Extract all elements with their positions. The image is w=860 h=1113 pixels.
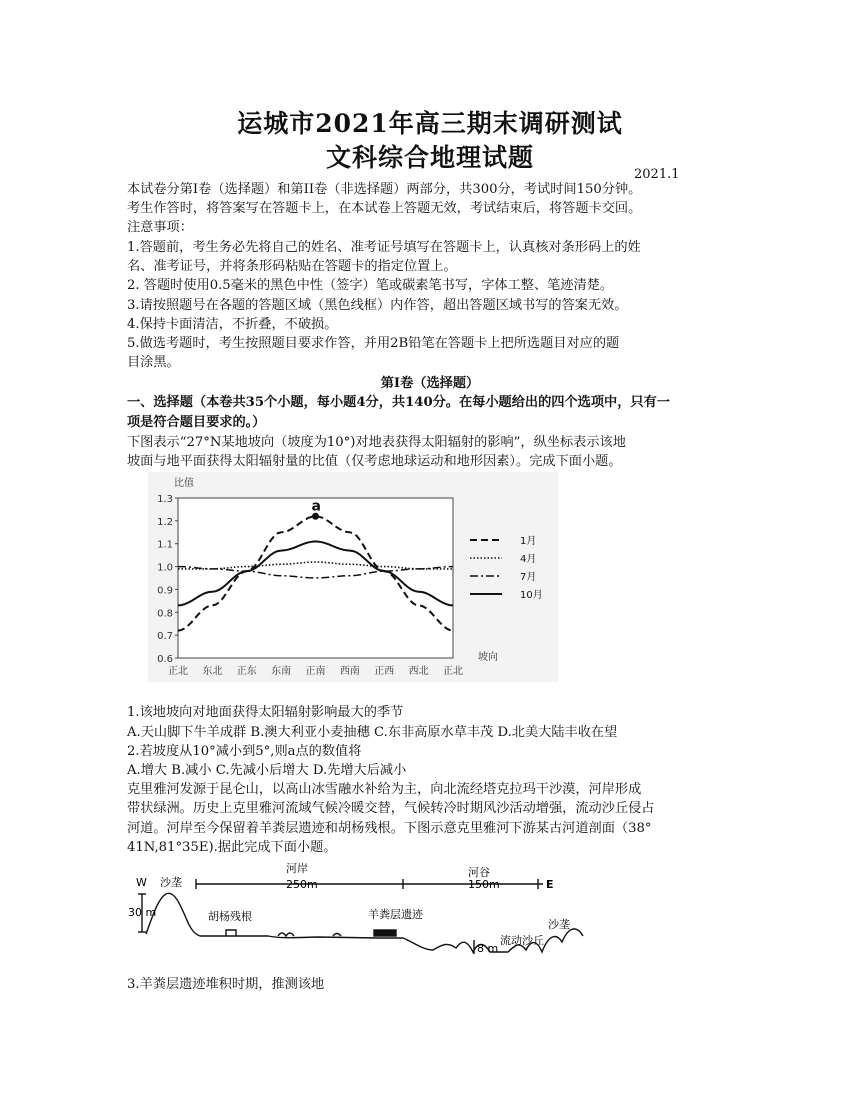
x-tick-label: 正西 <box>374 666 395 677</box>
y-axis-label: 比值 <box>174 478 194 489</box>
y-tick-label: 0.8 <box>157 608 173 620</box>
question-stem: 41N,81°35E).据此完成下面小题。 <box>127 840 337 855</box>
roots-symbol <box>226 930 236 936</box>
question-2: 2.若坡度从10°减小到5°,则a点的数值将 <box>127 744 362 759</box>
y-tick-label: 1.1 <box>157 539 173 551</box>
height-label: 30 m <box>128 906 157 919</box>
plot-area <box>178 498 453 658</box>
x-tick-label: 正北 <box>443 666 463 677</box>
section-heading: 一、选择题（本卷共35个小题，每小题4分，共140分。在每小题给出的四个选项中，只有一 <box>127 395 670 410</box>
x-tick-label: 西南 <box>339 666 360 677</box>
y-tick-label: 0.7 <box>157 631 173 643</box>
question-stem: 下图表示“27°N某地坡向（坡度为10°)对地表获得太阳辐射的影响”，纵坐标表示该地 <box>127 435 626 450</box>
intro-line: 5.做选考题时，考生按照题目要求作答，并用2B铅笔在答题卡上把所选题目对应的题 <box>127 336 620 351</box>
y-tick-label: 0.9 <box>157 585 173 597</box>
point-a-label: a <box>311 498 321 515</box>
question-stem: 克里雅河发源于昆仑山，以高山冰雪融水补给为主，向北流经塔克拉玛干沙漠，河岸形成 <box>127 782 642 797</box>
exam-date: 2021.1 <box>634 167 680 182</box>
moving-dunes-label: 流动沙丘 <box>500 934 544 947</box>
poplar-roots-label: 胡杨残根 <box>208 910 252 923</box>
valley-width-label: 150m <box>468 878 500 891</box>
intro-line: 注意事项： <box>127 220 193 235</box>
dung-layer-label: 羊粪层遗迹 <box>368 908 423 921</box>
x-tick-label: 正南 <box>305 666 326 677</box>
question-2-options: A.增大 B.减小 C.先减小后增大 D.先增大后减小 <box>127 763 407 778</box>
legend-label: 4月 <box>520 554 537 565</box>
valley-label: 河谷 <box>468 866 490 879</box>
intro-line: 考生作答时，将答案写在答题卡上，在本试卷上答题无效，考试结束后，将答题卡交回。 <box>127 201 642 216</box>
x-tick-label: 正北 <box>168 666 188 677</box>
intro-line: 本试卷分第I卷（选择题）和第II卷（非选择题）两部分，共300分，考试时间150分钟。 <box>127 182 642 197</box>
river-profile-diagram <box>128 858 598 970</box>
intro-line: 2. 答题时使用0.5毫米的黑色中性（签字）笔或碳素笔书写，字体工整、笔迹清楚。 <box>127 278 614 293</box>
radiation-ratio-chart <box>148 472 558 682</box>
dung-layer-block <box>374 930 396 936</box>
legend-label: 10月 <box>520 590 543 601</box>
question-stem: 河道。河岸至今保留着羊粪层遗迹和胡杨残根。下图示意克里雅河下游某古河道剖面（38° <box>127 821 652 836</box>
dune-right-label: 沙垄 <box>548 918 570 931</box>
x-tick-label: 西北 <box>408 666 429 677</box>
question-1: 1.该地坡向对地面获得太阳辐射影响最大的季节 <box>127 705 404 720</box>
part-title: 第I卷（选择题） <box>380 376 480 391</box>
depth-label: 8 m <box>477 942 499 955</box>
question-stem: 坡面与地平面获得太阳辐射量的比值（仅考虑地球运动和地形因素）。完成下面小题。 <box>127 454 622 469</box>
y-tick-label: 0.6 <box>157 654 173 665</box>
x-tick-label: 东南 <box>271 666 292 677</box>
legend-label: 7月 <box>520 572 537 583</box>
x-tick-label: 东北 <box>202 666 223 677</box>
y-tick-label: 1.0 <box>157 562 173 574</box>
y-tick-label: 1.3 <box>157 494 173 505</box>
exam-subtitle: 文科综合地理试题 <box>325 143 534 172</box>
intro-line: 4.保持卡面清洁，不折叠，不破损。 <box>127 317 338 332</box>
river-bank-label: 河岸 <box>286 862 308 875</box>
intro-line: 名、准考证号，并将条形码粘贴在答题卡的指定位置上。 <box>127 259 457 274</box>
exam-title: 运城市2021年高三期末调研测试 <box>237 109 623 138</box>
question-stem: 带状绿洲。历史上克里雅河流域气候冷暖交替，气候转冷时期风沙活动增强，流动沙丘侵占 <box>127 801 655 816</box>
section-heading: 项是符合题目要求的。） <box>127 415 266 430</box>
west-label: W <box>136 876 147 889</box>
question-3: 3.羊粪层遗迹堆积时期，推测该地 <box>127 977 325 992</box>
y-tick-label: 1.2 <box>157 516 173 528</box>
dune-label: 沙垄 <box>160 876 182 889</box>
x-tick-label: 正东 <box>236 666 257 677</box>
question-1-options: A.天山脚下牛羊成群 B.澳大利亚小麦抽穗 C.东非高原水草丰茂 D.北美大陆丰收在望 <box>127 725 618 740</box>
x-axis-label: 坡向 <box>478 652 498 663</box>
legend-label: 1月 <box>520 536 537 547</box>
east-label: E <box>546 878 554 891</box>
intro-line: 3.请按照题号在各题的答题区域（黑色线框）内作答，超出答题区域书写的答案无效。 <box>127 298 628 313</box>
bank-width-label: 250m <box>286 878 318 891</box>
intro-line: 1.答题前，考生务必先将自己的姓名、准考证号填写在答题卡上，认真核对条形码上的姓 <box>127 240 641 255</box>
intro-line: 目涂黑。 <box>127 355 180 370</box>
